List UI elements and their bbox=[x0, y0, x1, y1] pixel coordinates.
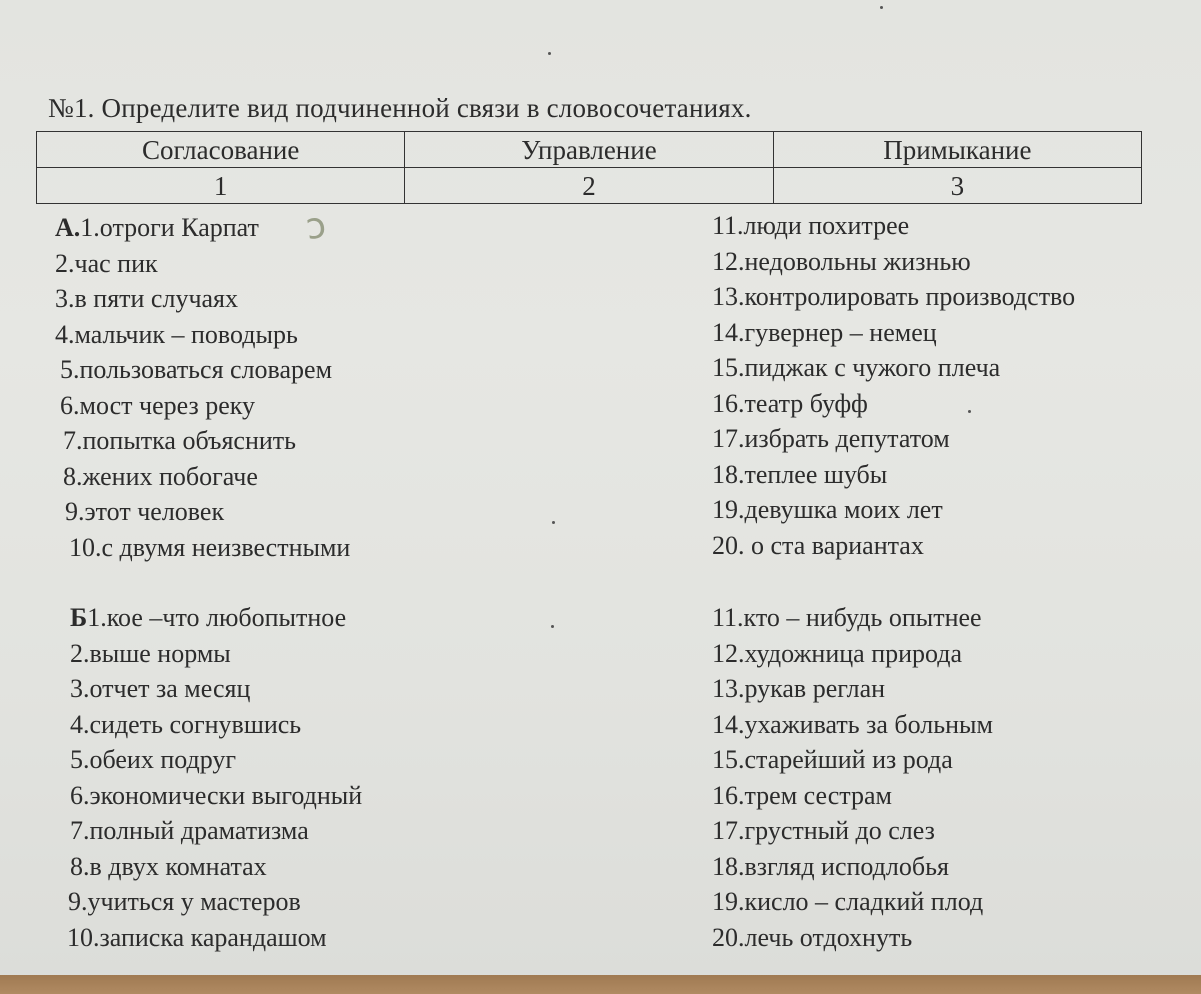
list-item: 13.рукав реглан bbox=[712, 674, 886, 703]
list-item: 14.ухаживать за больным bbox=[712, 709, 993, 739]
connection-types-table bbox=[36, 131, 1142, 204]
list-item: 8.жених побогаче bbox=[63, 461, 258, 491]
table-number-row bbox=[37, 168, 1142, 204]
list-item: 5.обеих подруг bbox=[70, 745, 237, 774]
list-item: 6.мост через реку bbox=[60, 390, 256, 420]
table-header-row bbox=[37, 132, 1142, 168]
list-item: 19.девушка моих лет bbox=[712, 495, 943, 524]
list-item: 15.пиджак с чужого плеча bbox=[712, 353, 1001, 382]
list-item: 3.отчет за месяц bbox=[70, 674, 251, 703]
list-item: А.1.отроги Карпат bbox=[55, 213, 259, 242]
list-item: 2.час пик bbox=[55, 248, 158, 278]
list-item: 11.люди похитрее bbox=[712, 211, 910, 240]
list-item: 16.трем сестрам bbox=[712, 780, 892, 810]
list-item: 10.с двумя неизвестными bbox=[69, 532, 351, 562]
paper-speck bbox=[552, 521, 555, 524]
paper-speck bbox=[548, 52, 551, 55]
handwritten-mark: ↄ bbox=[303, 204, 329, 249]
exercise-title: №1. Определите вид подчиненной связи в словосочетаниях. bbox=[48, 93, 752, 123]
list-item: 10.записка карандашом bbox=[67, 922, 327, 952]
section-a-marker: А. bbox=[55, 213, 81, 242]
header-agreement: Согласование bbox=[37, 132, 405, 168]
list-item: 4.мальчик – поводырь bbox=[55, 319, 298, 349]
header-adjacency: Примыкание bbox=[773, 132, 1141, 168]
list-item: 9.учиться у мастеров bbox=[68, 887, 301, 916]
list-item: 11.кто – нибудь опытнее bbox=[712, 603, 982, 632]
list-item: 15.старейший из рода bbox=[712, 745, 953, 774]
list-item: 2.выше нормы bbox=[70, 638, 231, 668]
section-a-left-list bbox=[55, 210, 350, 565]
list-item: 18.взгляд исподлобья bbox=[712, 851, 949, 881]
list-item: 19.кисло – сладкий плод bbox=[712, 887, 984, 916]
list-item: 14.гувернер – немец bbox=[712, 317, 937, 347]
number-government: 2 bbox=[405, 168, 773, 204]
list-item: 12.художница природа bbox=[712, 638, 963, 668]
list-item: 13.контролировать производство bbox=[712, 282, 1076, 311]
section-b-right-list bbox=[712, 600, 993, 955]
list-item: 5.пользоваться словарем bbox=[60, 355, 333, 384]
list-item: 7.попытка объяснить bbox=[63, 426, 297, 455]
list-item: 12.недовольны жизнью bbox=[712, 246, 971, 276]
paper-speck bbox=[968, 410, 971, 413]
list-item: 20.лечь отдохнуть bbox=[712, 922, 913, 952]
section-b-marker: Б bbox=[70, 603, 88, 632]
list-item: 8.в двух комнатах bbox=[70, 851, 267, 881]
header-government: Управление bbox=[405, 132, 773, 168]
list-item: 16.театр буфф bbox=[712, 388, 868, 418]
list-item: 6.экономически выгодный bbox=[70, 780, 363, 810]
list-item: 20. о ста вариантах bbox=[712, 530, 924, 560]
list-item: 3.в пяти случаях bbox=[55, 284, 239, 313]
list-item: Б1.кое –что любопытное bbox=[70, 603, 347, 632]
list-item: 7.полный драматизма bbox=[70, 816, 309, 845]
list-item: 17.грустный до слез bbox=[712, 816, 935, 845]
list-item: 18.теплее шубы bbox=[712, 459, 888, 489]
number-adjacency: 3 bbox=[773, 168, 1141, 204]
section-b-left-list bbox=[67, 600, 363, 955]
paper-speck bbox=[880, 6, 883, 9]
desk-surface bbox=[0, 975, 1201, 994]
list-item: 17.избрать депутатом bbox=[712, 424, 950, 453]
number-agreement: 1 bbox=[37, 168, 405, 204]
list-item: 4.сидеть согнувшись bbox=[70, 709, 302, 739]
list-item: 9.этот человек bbox=[65, 497, 225, 526]
section-a-right-list bbox=[712, 208, 1075, 563]
paper-speck bbox=[551, 625, 554, 628]
